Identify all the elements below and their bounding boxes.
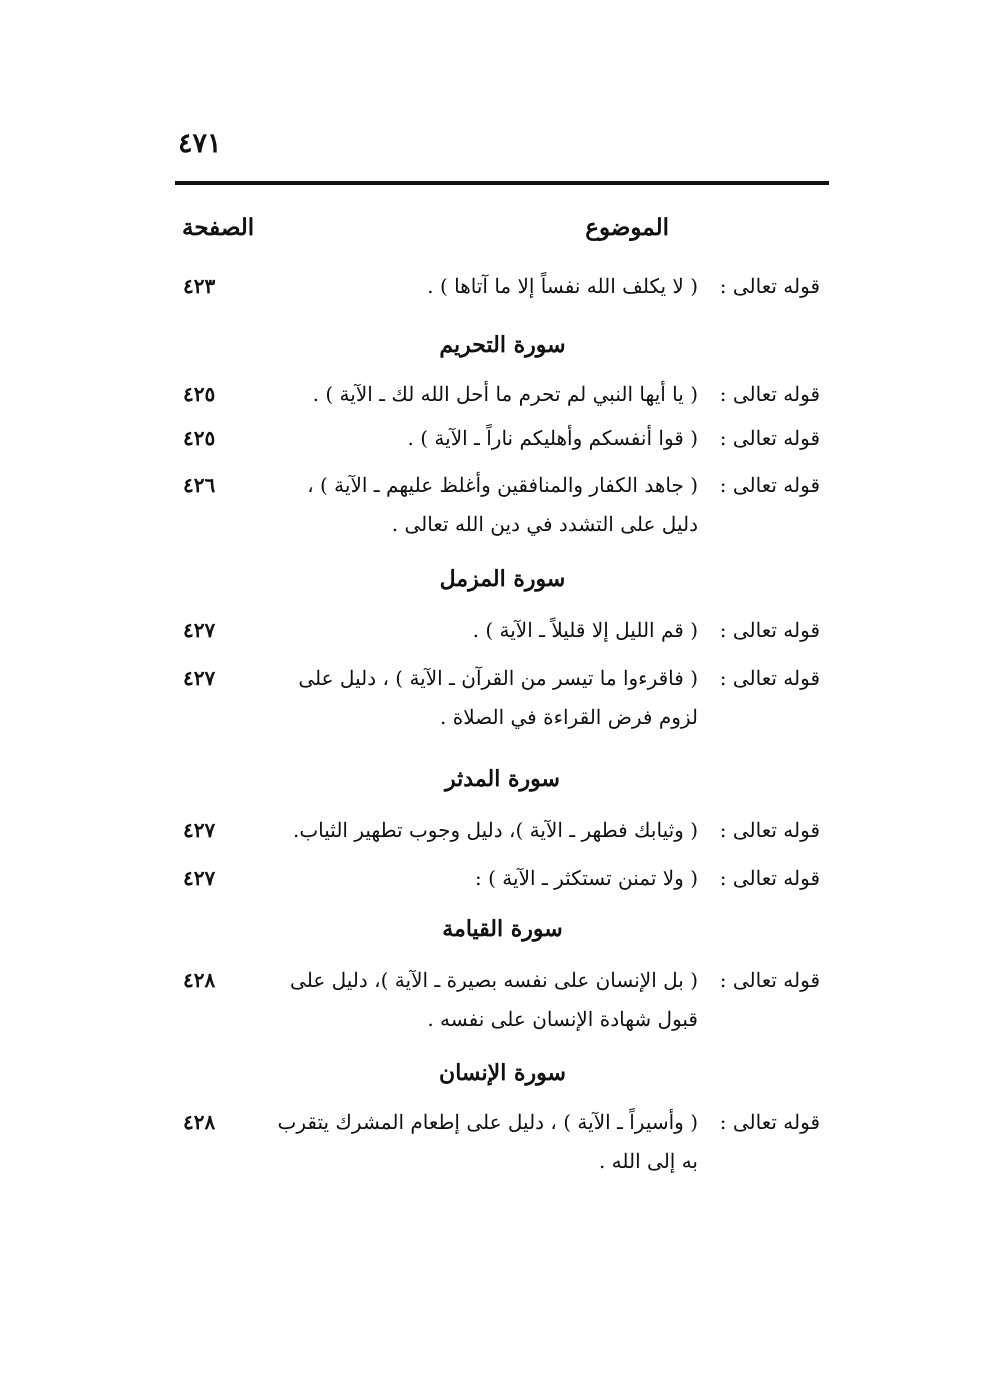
entry-text: ( جاهد الكفار والمنافقين وأغلظ عليهم ـ الآية ) ، <box>307 473 698 497</box>
topic-column-header: الموضوع <box>585 214 669 241</box>
index-entry <box>175 467 820 545</box>
index-entry <box>175 660 820 738</box>
entry-text: ( قوا أنفسكم وأهليكم ناراً ـ الآية ) . <box>407 426 698 450</box>
entry-label: قوله تعالى : <box>719 818 820 842</box>
entry-label: قوله تعالى : <box>719 666 820 690</box>
section-title-text: سورة المدثر <box>445 766 560 792</box>
entry-label: قوله تعالى : <box>719 618 820 642</box>
entry-continuation: قبول شهادة الإنسان على نفسه . <box>427 1007 698 1031</box>
entry-text: ( فاقرءوا ما تيسر من القرآن ـ الآية ) ، دليل على <box>298 666 698 690</box>
entry-label: قوله تعالى : <box>719 1110 820 1134</box>
entry-continuation: لزوم فرض القراءة في الصلاة . <box>440 705 698 729</box>
entry-page-number: ٤٢٧ <box>183 866 216 890</box>
entry-continuation: دليل على التشدد في دين الله تعالى . <box>391 512 698 536</box>
index-entry <box>175 376 820 412</box>
entry-text: ( وثيابك فطهر ـ الآية )، دليل وجوب تطهير الثياب. <box>292 818 698 842</box>
entry-label: قوله تعالى : <box>719 382 820 406</box>
entry-label: قوله تعالى : <box>719 473 820 497</box>
entry-page-number: ٤٢٦ <box>183 473 216 497</box>
entry-label: قوله تعالى : <box>719 968 820 992</box>
entry-label: قوله تعالى : <box>719 274 820 298</box>
entry-page-number: ٤٢٣ <box>183 274 216 298</box>
page-number: ٤٧١ <box>178 128 222 159</box>
entry-text: ( ولا تمنن تستكثر ـ الآية ) : <box>475 866 698 890</box>
index-entry <box>175 612 820 648</box>
entry-text: ( وأسيراً ـ الآية ) ، دليل على إطعام المشرك يتقرب <box>277 1110 698 1134</box>
index-entry <box>175 1104 820 1182</box>
section-title-text: سورة الإنسان <box>439 1060 566 1086</box>
entry-page-number: ٤٢٧ <box>183 666 216 690</box>
section-title <box>0 332 989 358</box>
entry-page-number: ٤٢٧ <box>183 818 216 842</box>
entry-text: ( لا يكلف الله نفساً إلا ما آتاها ) . <box>427 274 698 298</box>
entry-page-number: ٤٢٥ <box>183 426 216 450</box>
index-entry <box>175 420 820 456</box>
entry-text: ( يا أيها النبي لم تحرم ما أحل الله لك ـ الآية ) . <box>312 382 698 406</box>
page-column-header: الصفحة <box>182 214 255 241</box>
entry-page-number: ٤٢٨ <box>183 968 216 992</box>
section-title-text: سورة القيامة <box>442 916 563 942</box>
index-entry <box>175 268 820 304</box>
section-title-text: سورة المزمل <box>439 566 566 592</box>
entry-page-number: ٤٢٥ <box>183 382 216 406</box>
entry-label: قوله تعالى : <box>719 426 820 450</box>
header-rule <box>175 181 829 185</box>
index-entry <box>175 812 820 848</box>
entry-continuation: به إلى الله . <box>598 1149 698 1173</box>
index-entry <box>175 860 820 896</box>
section-title <box>0 916 989 942</box>
entry-page-number: ٤٢٨ <box>183 1110 216 1134</box>
index-entry <box>175 962 820 1040</box>
entry-text: ( بل الإنسان على نفسه بصيرة ـ الآية )، دليل على <box>290 968 698 992</box>
section-title <box>0 566 989 592</box>
section-title <box>0 1060 989 1086</box>
entry-text: ( قم الليل إلا قليلاً ـ الآية ) . <box>472 618 698 642</box>
section-title <box>0 766 989 792</box>
entry-label: قوله تعالى : <box>719 866 820 890</box>
entry-page-number: ٤٢٧ <box>183 618 216 642</box>
section-title-text: سورة التحريم <box>439 332 566 358</box>
